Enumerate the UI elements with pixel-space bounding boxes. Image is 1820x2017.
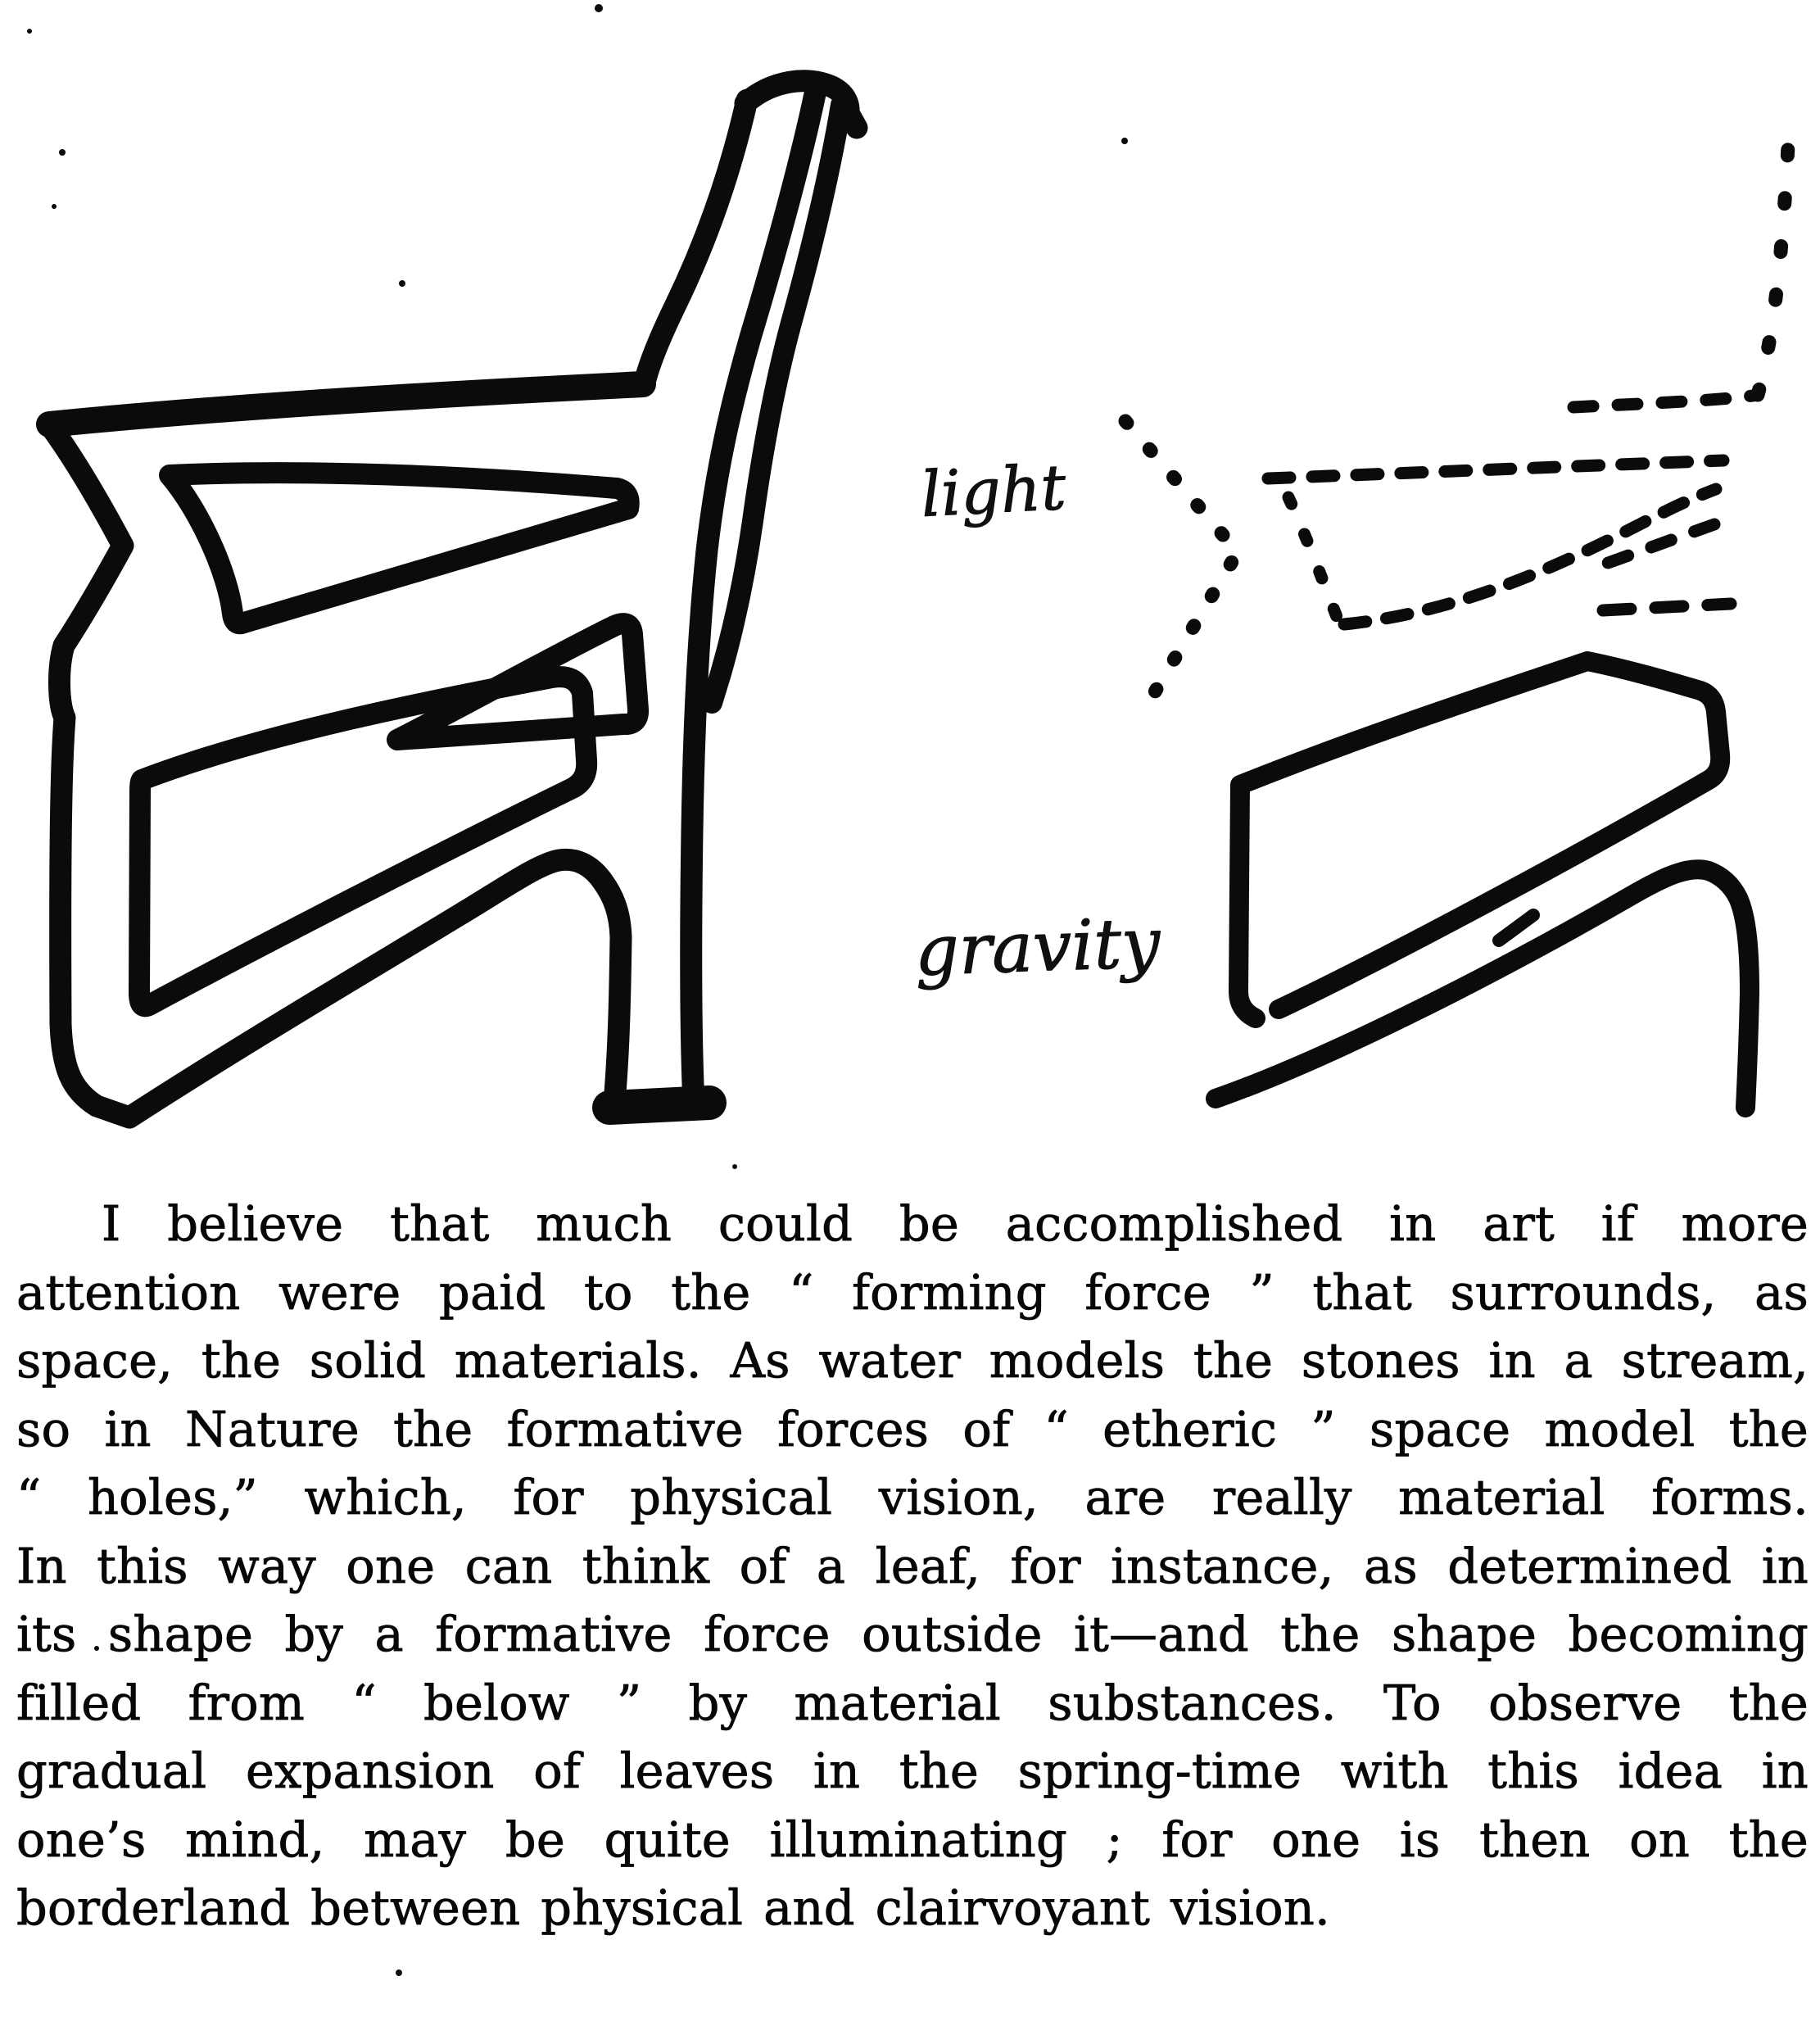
paragraph-line-5: “ holes,” which, for physical vision, are really material forms. (16, 1469, 1809, 1525)
light-region-dashed-lines (1125, 146, 1788, 703)
dashed-triangle-left-edge (1288, 497, 1338, 628)
paragraph-line-10: one’s mind, may be quite illuminating ; for one is then on the (16, 1811, 1809, 1868)
paragraph-line-7: its shape by a formative force outside it—and the shape becoming (16, 1606, 1809, 1662)
paragraph-line-9: gradual expansion of leaves in the spring-time with this idea in (16, 1743, 1809, 1799)
paragraph-line-8: filled from “ below ” by material substances. To observe the (16, 1674, 1809, 1731)
left-chair-sketch (49, 81, 857, 1117)
speck-dot (595, 4, 603, 12)
dashed-bottom-row (1603, 604, 1731, 610)
dashed-arm-top-bar (1268, 460, 1723, 478)
solid-small-hook (1499, 915, 1533, 941)
right-chair-sketch (913, 146, 1788, 1108)
chair-arm-cutout (170, 473, 629, 623)
chair-back-outer-line (644, 100, 747, 386)
paragraph-line-3: space, the solid materials. As water models the stones in a stream, (16, 1332, 1809, 1389)
gravity-region-solid-lines (1216, 661, 1750, 1108)
paragraph-line-11: borderland between physical and clairvoyant vision. (16, 1879, 1331, 1936)
speck-dot (732, 1164, 737, 1169)
dashed-back-top-cap (1573, 395, 1758, 407)
speck-dot (396, 1969, 402, 1976)
speck-dot (399, 280, 405, 287)
gravity-label: gravity (913, 902, 1162, 991)
paragraph-line-2: attention were paid to the “ forming force ” that surrounds, as (16, 1263, 1809, 1321)
speck-dot (27, 29, 32, 34)
chair-rear-foot (609, 1103, 709, 1108)
dashed-back-upright (1758, 146, 1788, 395)
light-label: light (919, 450, 1068, 531)
speck-dot (1121, 138, 1128, 144)
paragraph-line-4: so in Nature the formative forces of “ etheric ” space model the (16, 1400, 1809, 1457)
speck-dot (722, 190, 726, 193)
speck-dot (59, 149, 66, 156)
dashed-lower-diagonal (1601, 524, 1714, 565)
dashed-left-beak-line (1125, 421, 1238, 703)
paragraph-line-1: I believe that much could be accomplished in art if more (102, 1195, 1809, 1252)
paragraph-line-6: In this way one can think of a leaf, for instance, as determined in (16, 1537, 1809, 1594)
speck-dot (52, 204, 57, 209)
chair-arm-top-bar (49, 384, 643, 424)
solid-seat-panel (1238, 661, 1720, 1018)
paragraph (16, 1190, 1809, 1942)
